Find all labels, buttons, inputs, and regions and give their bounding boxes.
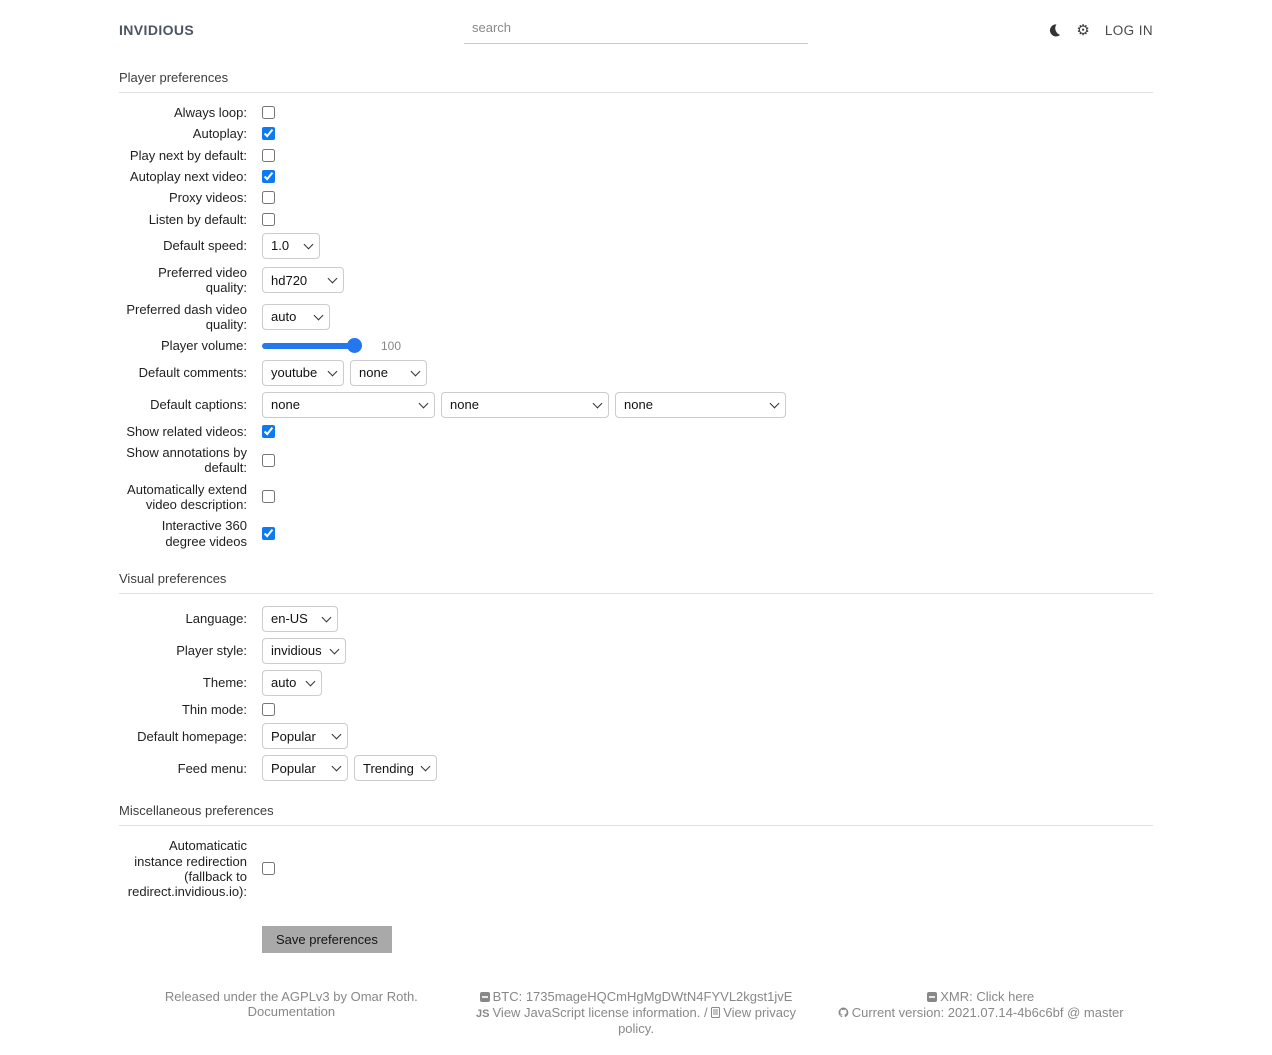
autoplay-label: Autoplay: xyxy=(192,126,247,142)
footer-left xyxy=(119,989,464,1037)
pref-row-show-annotations xyxy=(119,445,1153,476)
thin-mode-label: Thin mode: xyxy=(181,701,247,717)
default-captions-select-1[interactable] xyxy=(262,392,435,418)
pref-row-autoplay xyxy=(119,126,1153,141)
github-icon xyxy=(838,1006,849,1021)
save-preferences-button[interactable]: Save preferences xyxy=(262,926,392,953)
extend-description-label: Automatically extend video description: xyxy=(127,481,247,512)
default-speed-select[interactable] xyxy=(262,233,320,259)
login-link[interactable]: LOG IN xyxy=(1104,22,1153,38)
version-text: Current version: 2021.07.14-4b6c6bf @ master xyxy=(851,1004,1124,1020)
show-related-videos-checkbox[interactable] xyxy=(262,425,275,438)
default-homepage-label: Default homepage: xyxy=(137,728,247,744)
instance-redirect-checkbox[interactable] xyxy=(262,862,275,875)
pref-row-extend-description xyxy=(119,482,1153,513)
xmr-coin-icon xyxy=(927,990,937,1005)
show-annotations-label: Show annotations by default: xyxy=(126,444,247,476)
default-comments-select-1[interactable] xyxy=(262,360,344,386)
theme-select[interactable] xyxy=(262,670,322,696)
footer-middle xyxy=(464,989,809,1037)
pref-row-interactive-360 xyxy=(119,518,1153,549)
page-footer xyxy=(119,989,1153,1055)
pref-row-default-speed xyxy=(119,233,1153,259)
top-navbar xyxy=(119,0,1153,54)
show-related-label: Show related videos: xyxy=(126,423,247,439)
feed-menu-label: Feed menu: xyxy=(177,760,247,776)
privacy-document-icon xyxy=(711,1006,720,1021)
play-next-label: Play next by default: xyxy=(129,147,247,163)
play-next-checkbox[interactable] xyxy=(262,149,275,162)
dark-mode-moon-icon[interactable] xyxy=(1047,23,1061,37)
btc-coin-icon xyxy=(480,990,490,1005)
default-captions-label: Default captions: xyxy=(150,396,247,412)
pref-row-language xyxy=(119,606,1153,632)
pref-row-default-homepage xyxy=(119,723,1153,749)
interactive-360-checkbox[interactable] xyxy=(262,527,275,540)
pref-row-preferred-quality xyxy=(119,265,1153,296)
autoplay-next-video-checkbox[interactable] xyxy=(262,170,275,183)
pref-row-feed-menu xyxy=(119,755,1153,781)
proxy-videos-checkbox[interactable] xyxy=(262,191,275,204)
dash-quality-label: Preferred dash video quality: xyxy=(126,301,247,332)
player-volume-label: Player volume: xyxy=(161,338,247,354)
documentation-link[interactable]: Documentation xyxy=(247,1003,336,1019)
always-loop-checkbox[interactable] xyxy=(262,106,275,119)
pref-row-always-loop xyxy=(119,105,1153,120)
language-label: Language: xyxy=(185,611,247,627)
default-captions-select-3[interactable] xyxy=(615,392,786,418)
pref-row-theme xyxy=(119,670,1153,696)
navbar-center xyxy=(464,16,808,44)
search-input[interactable] xyxy=(464,16,808,44)
volume-value: 100 xyxy=(381,338,402,353)
pref-row-thin-mode xyxy=(119,702,1153,717)
default-captions-select-2[interactable] xyxy=(441,392,609,418)
autoplay-next-label: Autoplay next video: xyxy=(129,168,247,184)
pref-row-play-next xyxy=(119,148,1153,163)
navbar-left xyxy=(119,22,464,38)
xmr-link[interactable]: XMR: Click here xyxy=(940,988,1035,1004)
player-preferences-title: Player preferences xyxy=(119,54,1153,93)
listen-by-default-checkbox[interactable] xyxy=(262,213,275,226)
footer-right xyxy=(808,989,1153,1037)
preferred-quality-select[interactable] xyxy=(262,267,344,293)
default-comments-label: Default comments: xyxy=(138,364,247,380)
pref-row-player-style xyxy=(119,638,1153,664)
instance-redirect-label: Automaticatic instance redirection (fallback to redirect.invidious.io): xyxy=(127,838,247,900)
license-text: Released under the AGPLv3 by Omar Roth. xyxy=(164,988,418,1004)
default-speed-label: Default speed: xyxy=(163,238,247,254)
btc-address: BTC: 1735mageHQCmHgMgDWtN4FYVL2kgst1jvE xyxy=(492,988,793,1004)
extend-description-checkbox[interactable] xyxy=(262,490,275,503)
preferences-gear-icon[interactable]: ⚙ xyxy=(1076,21,1090,39)
player-style-select[interactable] xyxy=(262,638,346,664)
pref-row-default-captions xyxy=(119,392,1153,418)
pref-row-listen-default xyxy=(119,212,1153,227)
show-annotations-checkbox[interactable] xyxy=(262,454,275,467)
always-loop-label: Always loop: xyxy=(174,105,247,120)
visual-preferences-title: Visual preferences xyxy=(119,555,1153,594)
player-style-label: Player style: xyxy=(176,643,247,659)
pref-row-player-volume xyxy=(119,338,1153,353)
feed-menu-select-1[interactable] xyxy=(262,755,348,781)
preferred-quality-label: Preferred video quality: xyxy=(158,264,247,296)
navbar-right xyxy=(808,23,1153,38)
save-row xyxy=(262,926,1153,953)
proxy-videos-label: Proxy videos: xyxy=(168,190,247,206)
privacy-policy-link[interactable]: View privacy policy. xyxy=(618,1004,796,1037)
js-license-link[interactable]: View JavaScript license information. xyxy=(492,1004,701,1020)
footer-separator: / xyxy=(703,1004,708,1020)
default-homepage-select[interactable] xyxy=(262,723,348,749)
js-icon: JS xyxy=(476,1007,490,1020)
thin-mode-checkbox[interactable] xyxy=(262,703,275,716)
autoplay-checkbox[interactable] xyxy=(262,127,275,140)
default-comments-select-2[interactable] xyxy=(350,360,427,386)
feed-menu-select-2[interactable] xyxy=(354,755,437,781)
pref-row-autoplay-next xyxy=(119,169,1153,184)
interactive-360-label: Interactive 360 degree videos xyxy=(161,518,247,549)
theme-label: Theme: xyxy=(202,675,247,691)
misc-preferences-title: Miscellaneous preferences xyxy=(119,787,1153,826)
pref-row-default-comments xyxy=(119,360,1153,386)
pref-row-instance-redirect xyxy=(119,838,1153,899)
pref-row-proxy-videos xyxy=(119,190,1153,205)
pref-row-show-related xyxy=(119,424,1153,439)
language-select[interactable] xyxy=(262,606,338,632)
preferred-dash-quality-select[interactable] xyxy=(262,304,330,330)
page-container xyxy=(119,0,1153,1055)
player-volume-slider[interactable] xyxy=(262,343,362,349)
listen-default-label: Listen by default: xyxy=(148,211,247,227)
pref-row-dash-quality xyxy=(119,302,1153,333)
brand-link[interactable]: INVIDIOUS xyxy=(119,22,195,38)
